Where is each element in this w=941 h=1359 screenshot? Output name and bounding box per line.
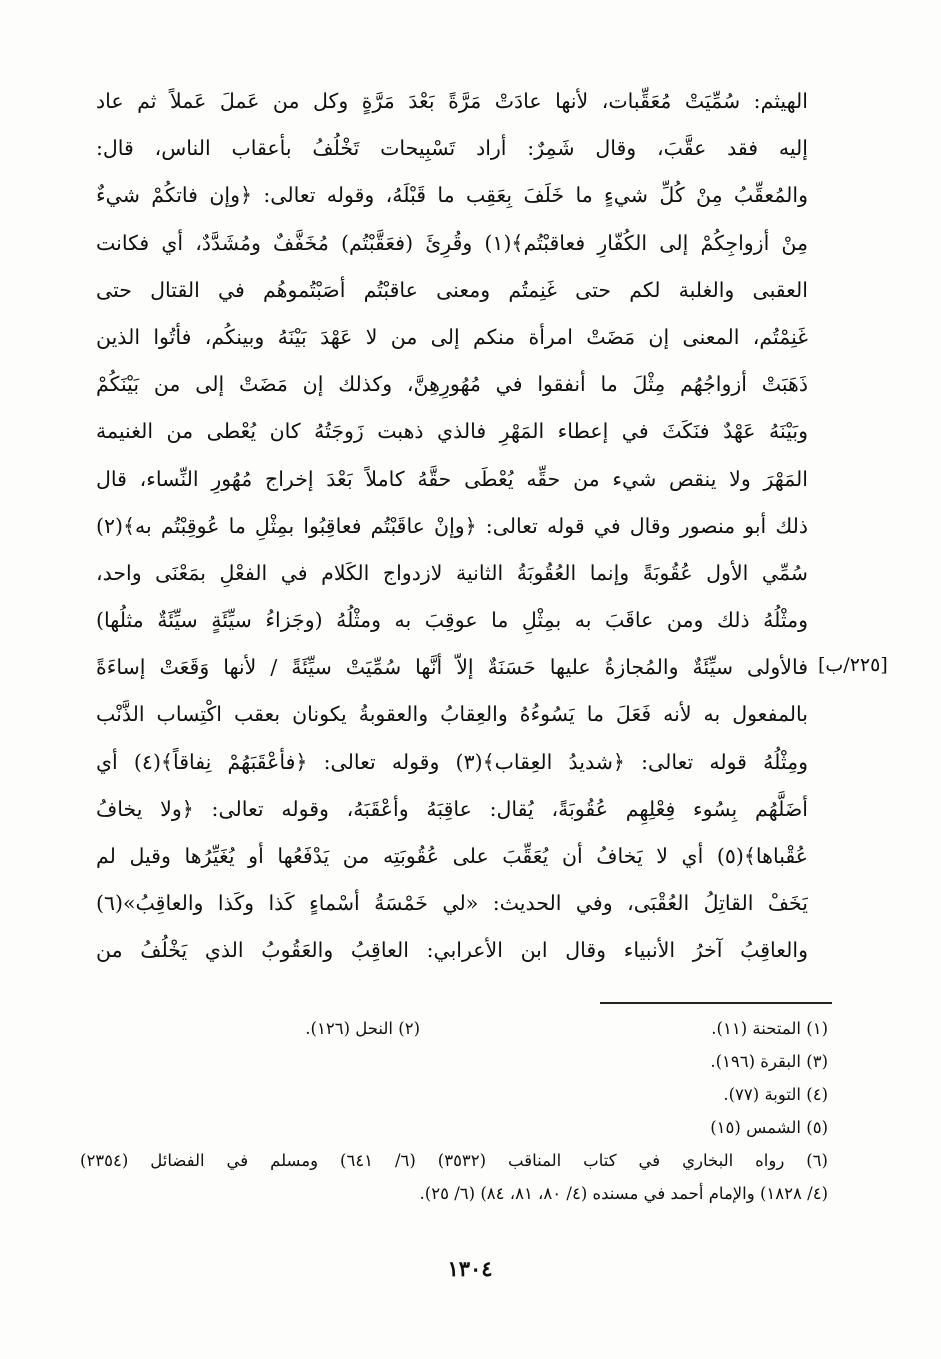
text-line: والعاقِبُ آخرُ الأنبياء وقال ابن الأعرابي: العاقِبُ والعَقُوبُ الذي يَخْلُفُ من xyxy=(96,938,808,963)
text-line: إليه فقد عقَّبَ، وقال شَمِرٌ: أراد تَسْبِيحات تَخْلُفُ بأعقاب الناس، قال: xyxy=(96,136,808,161)
main-text-block xyxy=(96,78,808,975)
text-line: أضَلَّهُم بِسُوء فِعْلِهِم عُقُوبَةً، يُقال: عاقِبَهُ وأعْقَبَهُ، وقوله تعالى: ﴿ولا يخافُ xyxy=(96,796,808,821)
text-line: غَنِمْتُم، المعنى إن مَضَتْ امرأة منكم إلى من لا عَهْدَ بَيْنَهُ وبينكُم، فأتُوا الذين xyxy=(96,324,808,349)
footnote: (٤) التوبة (٧٧). xyxy=(723,1085,828,1104)
text-line: المَهْرَ ولا ينقص شيء من حقِّه يُعْطَى حقَّهُ كاملاً بَعْدَ إخراج مُهُورِ النِّساء، قال xyxy=(96,466,808,491)
text-line: سُمِّي الأول عُقُوبَةً وإنما العُقُوبَةُ الثانية لازدواج الكَلام في الفعْلِ بمَعْنَى واحد، xyxy=(96,560,808,585)
page-number: ١٣٠٤ xyxy=(447,1256,493,1281)
text-line: وبَيْنَهُ عَهْدٌ فنَكَثَ في إعطاء المَهْرِ فالذي ذهبت زَوجَتُهُ كان يُعْطى من الغنيمة xyxy=(96,419,808,444)
text-line: مِنْ أزواجِكُمْ إلى الكُفّارِ فعاقبْتُم﴾(١) وقُرِئَ (فعَقَّبْتُم) مُخَفَّفٌ ومُشَدَّدٌ، أي فكانت xyxy=(96,230,808,255)
text-line: فالأولى سيِّئَةٌ والمُجازةُ عليها حَسَنَةٌ إلاّ أنَّها سُمِّيَتْ سيِّئَةً / لأنها وَقَعَتْ إساءَةً xyxy=(96,655,808,680)
text-line: ذلك أبو منصور وقال في قوله تعالى: ﴿وإنْ عاقَبْتُم فعاقِبُوا بمِثْلِ ما عُوقِبْتُم به﴾(٢) xyxy=(96,513,808,538)
footnote-separator xyxy=(600,1002,832,1004)
footnote: (١) المتحنة (١١). xyxy=(711,1019,828,1038)
footnote: (٣) البقرة (١٩٦). xyxy=(710,1052,828,1071)
text-line: يَخَفْ القاتِلُ العُقْبَى، وفي الحديث: «لي خَمْسَةُ أسْماءٍ كَذا وكَذا والعاقِبُ»(٦) xyxy=(96,891,808,916)
footnotes xyxy=(80,1012,828,1210)
text-line: الهيثم: سُمِّيَتْ مُعَقِّبات، لأنها عادَتْ مَرَّةً بَعْدَ مَرَّةٍ وكل من عَملَ عَملاً ثم عاد xyxy=(96,89,808,113)
text-line: ومِثْلُهُ قوله تعالى: ﴿شديدُ العِقاب﴾(٣) وقوله تعالى: ﴿فأعْقَبَهُمْ نِفاقاً﴾(٤) أي xyxy=(96,749,808,774)
text-line: ذَهَبَتْ أزواجُهُم مِثْلَ ما أنفقوا في مُهُورِهِنَّ، وكذلك إن مَضَتْ إلى من بَيْنَكُمْ xyxy=(96,372,808,397)
text-line: والمُعقِّبُ مِنْ كُلِّ شيءٍ ما خَلَفَ بِعَقِب ما قَبْلَهُ، وقوله تعالى: ﴿وإن فاتكُمْ شيءٌ xyxy=(96,183,808,208)
footnote: (٥) الشمس (١٥) xyxy=(710,1118,828,1137)
footnote: (٢) النحل (١٢٦). xyxy=(305,1019,420,1038)
text-line: ومثْلُهُ ذلك ومن عاقَبَ به بمِثْلِ ما عوقِبَ به ومثْلُهُ (وجَزاءُ سيِّئَةٍ سيِّئَةٌ مثلُها) xyxy=(96,608,808,633)
text-line: العقبى والغلبة لكم حتى غَنِمتُم ومعنى عاقبْتُم أصَبْتُموهُم في القتال حتى xyxy=(96,277,808,302)
footnote-row xyxy=(80,1012,828,1045)
manuscript-folio-marker: [٢٢٥/ب] xyxy=(818,654,888,676)
footnote: (٦) رواه البخاري في كتاب المناقب (٣٥٣٢) (٦/ ٦٤١) ومسلم في الفضائل (٢٣٥٤) xyxy=(80,1151,828,1170)
footnote-continuation: (٤/ ١٨٢٨) والإمام أحمد في مسنده (٤/ ٨٠، ٨١، ٨٤) (٦/ ٢٥). xyxy=(419,1184,828,1203)
text-line: عُقْباها﴾(٥) أي لا يَخافُ أن يُعَقِّبَ على عُقُوبَتِه من يَدْفَعُها أو يُغَيِّرُها وقيل لم xyxy=(96,844,808,868)
text-line: بالمفعول به لأنه فَعَلَ ما يَسُوءُهُ والعِقابُ والعقوبةُ يكونان بعقب اكْتِساب الذَّنْب xyxy=(96,702,808,727)
